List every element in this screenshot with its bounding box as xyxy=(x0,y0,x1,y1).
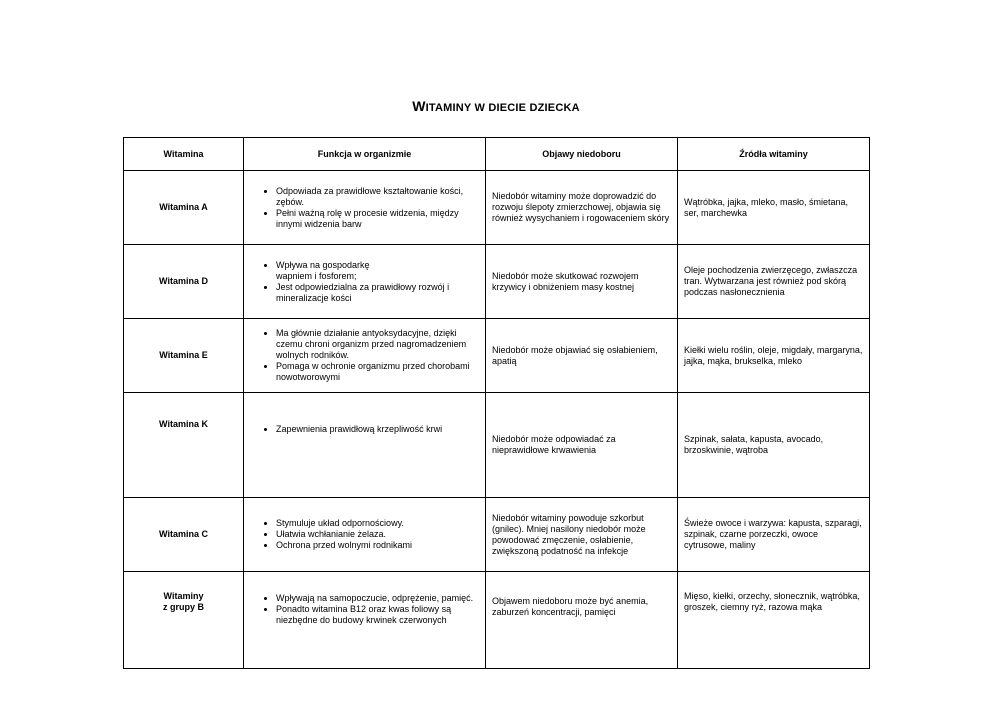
vitamins-table xyxy=(123,137,870,669)
function-item: • Ponadto witamina B12 oraz kwas foliowy są niezbędne do budowy krwinek czerwonych xyxy=(276,604,481,626)
function-cell xyxy=(244,171,486,245)
table-row xyxy=(124,498,870,572)
function-item: • Jest odpowiedzialna za prawidłowy rozwój i mineralizacje kości xyxy=(276,282,481,304)
function-cell xyxy=(244,498,486,572)
table-row xyxy=(124,171,870,245)
vitamin-name: Witamina K xyxy=(124,393,244,498)
header-vitamin: Witamina xyxy=(124,138,244,171)
function-item: • Ochrona przed wolnymi rodnikami xyxy=(276,540,481,551)
table-header-row xyxy=(124,138,870,171)
vitamin-name-line: z grupy B xyxy=(162,602,204,612)
table-row xyxy=(124,245,870,319)
symptoms-cell: Niedobór może odpowiadać za nieprawidłowe krwawienia xyxy=(486,393,678,498)
header-symptoms: Objawy niedoboru xyxy=(486,138,678,171)
table-row xyxy=(124,319,870,393)
symptoms-cell: Niedobór może skutkować rozwojem krzywicy i obniżeniem masy kostnej xyxy=(486,245,678,319)
sources-cell: Mięso, kiełki, orzechy, słonecznik, wątróbka, groszek, ciemny ryż, razowa mąka xyxy=(678,572,870,669)
sources-cell: Świeże owoce i warzywa: kapusta, szparagi, szpinak, czarne porzeczki, owoce cytrusowe, maliny xyxy=(678,498,870,572)
function-item: • Wpływa na gospodarkę wapniem i fosforem; xyxy=(276,260,481,282)
table-row xyxy=(124,572,870,669)
vitamin-name: Witamina E xyxy=(124,319,244,393)
vitamin-name xyxy=(124,572,244,669)
function-item: • Pomaga w ochronie organizmu przed chorobami nowotworowymi xyxy=(276,361,481,383)
symptoms-cell: Niedobór może objawiać się osłabieniem, apatią xyxy=(486,319,678,393)
function-item: • Zapewnienia prawidłową krzepliwość krwi xyxy=(276,424,481,435)
function-item: • Ułatwia wchłanianie żelaza. xyxy=(276,529,481,540)
header-sources: Źródła witaminy xyxy=(678,138,870,171)
function-cell xyxy=(244,572,486,669)
page-title: WITAMINY W DIECIE DZIECKA xyxy=(412,98,580,114)
function-item: • Wpływają na samopoczucie, odprężenie, pamięć. xyxy=(276,593,481,604)
vitamin-name-line: Witaminy xyxy=(163,591,204,601)
symptoms-cell: Niedobór witaminy powoduje szkorbut (gnilec). Mniej nasilony niedobór może powodować zmęczenie, osłabienie, zwiększoną podatność na infekcje xyxy=(486,498,678,572)
vitamin-name: Witamina A xyxy=(124,171,244,245)
sources-cell: Szpinak, sałata, kapusta, avocado, brzoskwinie, wątroba xyxy=(678,393,870,498)
sources-cell: Oleje pochodzenia zwierzęcego, zwłaszcza tran. Wytwarzana jest również pod skórą podczas nasłonecznienia xyxy=(678,245,870,319)
table-row xyxy=(124,393,870,498)
function-item: • Ma głównie działanie antyoksydacyjne, dzięki czemu chroni organizm przed nagromadzeniem wolnych rodników. xyxy=(276,328,481,361)
vitamin-name: Witamina C xyxy=(124,498,244,572)
function-cell xyxy=(244,245,486,319)
function-item: • Odpowiada za prawidłowe kształtowanie kości, zębów. xyxy=(276,186,481,208)
sources-cell: Wątróbka, jajka, mleko, masło, śmietana, ser, marchewka xyxy=(678,171,870,245)
function-cell xyxy=(244,319,486,393)
symptoms-cell: Objawem niedoboru może być anemia, zaburzeń koncentracji, pamięci xyxy=(486,572,678,669)
header-function: Funkcja w organizmie xyxy=(244,138,486,171)
sources-cell: Kiełki wielu roślin, oleje, migdały, margaryna, jajka, mąka, brukselka, mleko xyxy=(678,319,870,393)
function-item: • Pełni ważną rolę w procesie widzenia, między innymi widzenia barw xyxy=(276,208,481,230)
function-cell xyxy=(244,393,486,498)
vitamin-name: Witamina D xyxy=(124,245,244,319)
symptoms-cell: Niedobór witaminy może doprowadzić do rozwoju ślepoty zmierzchowej, objawia się również wysychaniem i rogowaceniem skóry xyxy=(486,171,678,245)
function-item: • Stymuluje układ odpornościowy. xyxy=(276,518,481,529)
